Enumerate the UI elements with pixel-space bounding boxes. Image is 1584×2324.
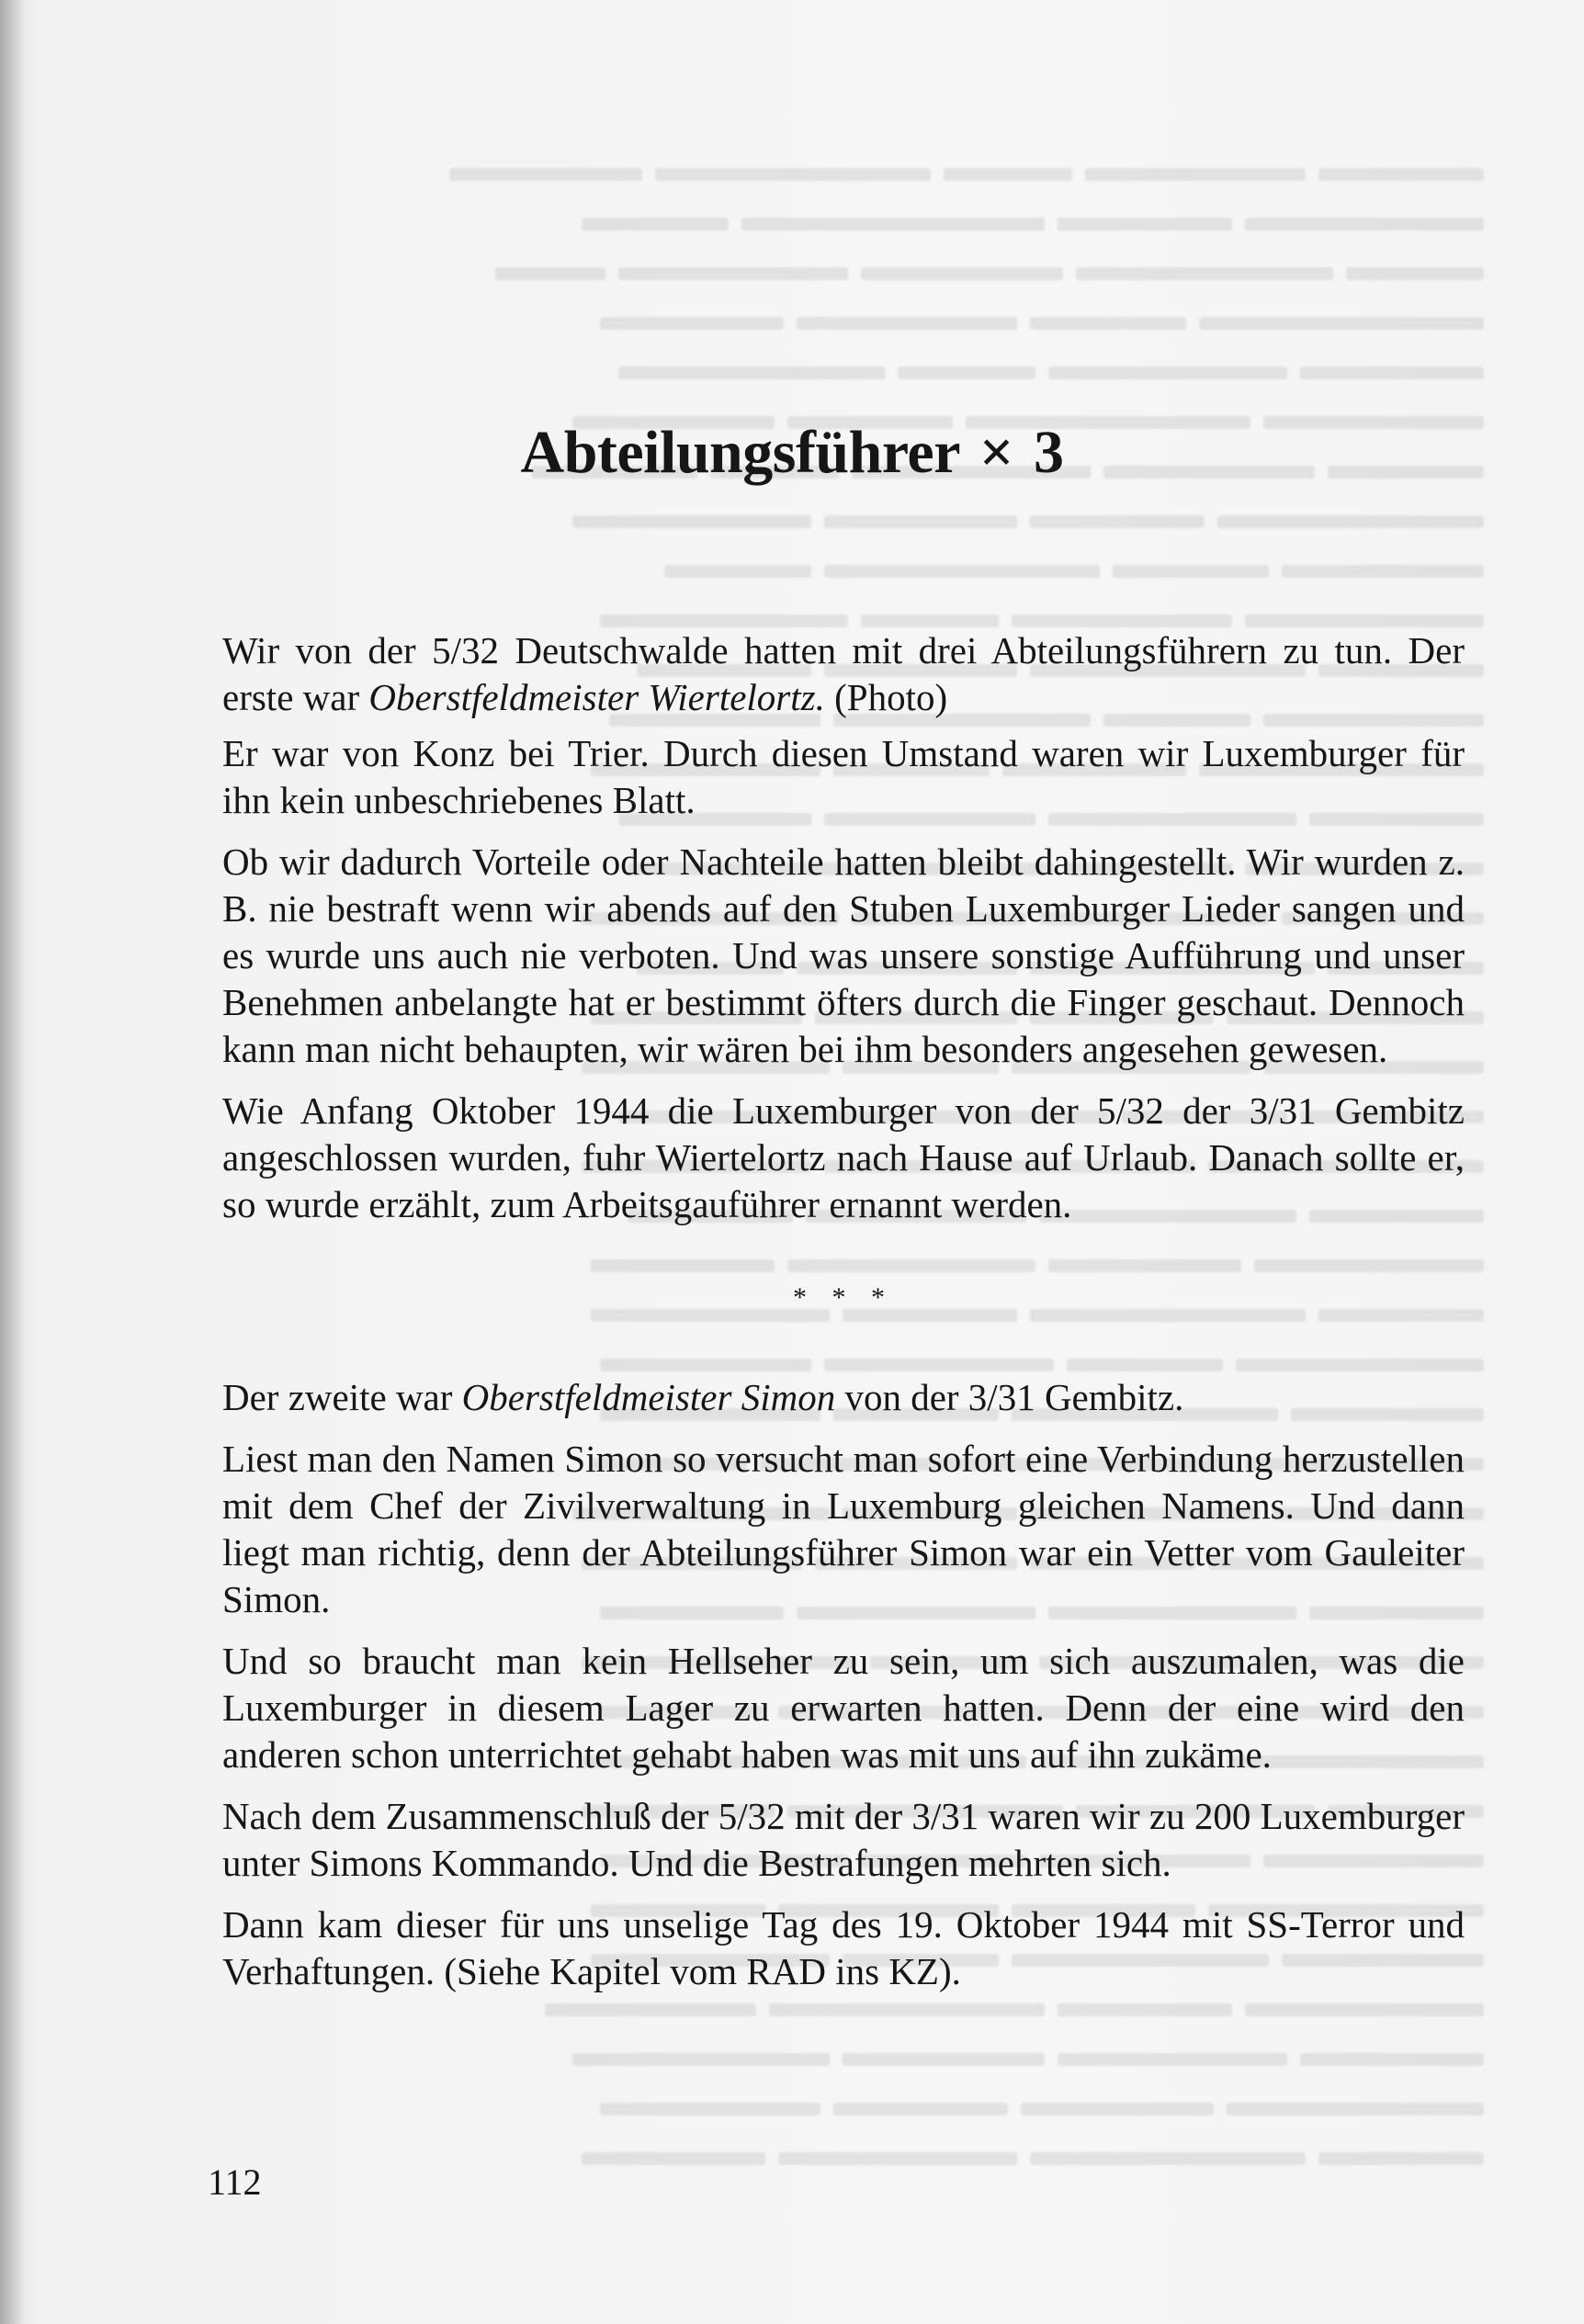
body-text: [222, 627, 1465, 2010]
paragraph-text: Er war von Konz bei Trier. Durch diesen Umstand waren wir Luxemburger für ihn kein unbeschriebenes Blatt.: [222, 732, 1465, 821]
paragraph-text: Dann kam dieser für uns unselige Tag des 19. Oktober 1944 mit SS-Terror und Verhaftungen. (Siehe Kapitel vom RAD ins KZ).: [222, 1903, 1465, 1992]
paragraph: [222, 1088, 1465, 1228]
title-text: Abteilungsführer: [520, 419, 959, 486]
paragraph-text-tail: von der 3/31 Gembitz.: [835, 1376, 1184, 1418]
section-separator: * * *: [793, 1282, 894, 1313]
binding-shadow: [0, 0, 24, 2324]
paragraph-emphasis: Oberstfeldmeister Wiertelortz.: [368, 676, 825, 718]
paragraph: [222, 1436, 1465, 1623]
page-title: [0, 418, 1584, 488]
paragraph: [222, 1374, 1465, 1421]
paragraph-text: Der zweite war: [222, 1376, 462, 1418]
title-count: 3: [1033, 419, 1064, 486]
paragraph-text: Wie Anfang Oktober 1944 die Luxemburger von der 5/32 der 3/31 Gembitz angeschlossen wurden, fuhr Wiertelortz nach Hause auf Urlaub. Danach sollte er, so wurde erzählt, zum Arbeitsgauführer ernannt werden.: [222, 1089, 1465, 1225]
paragraph-text: Und so braucht man kein Hellseher zu sein, um sich auszumalen, was die Luxemburger in diesem Lager zu erwarten hatten. Denn der eine wird den anderen schon unterrichtet gehabt haben was mit uns auf ihn zukäme.: [222, 1640, 1465, 1776]
paragraph: [222, 1793, 1465, 1887]
paragraph-text: Nach dem Zusammenschluß der 5/32 mit der 3/31 waren wir zu 200 Luxemburger unter Simons Kommando. Und die Bestrafungen mehrten sich.: [222, 1795, 1465, 1884]
paragraph-text-tail: (Photo): [824, 676, 948, 718]
multiply-symbol: ×: [979, 419, 1013, 486]
paragraph: [222, 627, 1465, 721]
page-number: 112: [208, 2161, 262, 2203]
paragraph-text: Ob wir dadurch Vorteile oder Nachteile hatten bleibt dahingestellt. Wir wurden z. B. nie bestraft wenn wir abends auf den Stuben Luxemburger Lieder sangen und es wurde uns auch nie verboten. Und was unsere sonstige Aufführung und unser Benehmen anbelangte hat er bestimmt öfters durch die Finger geschaut. Dennoch kann man nicht behaupten, wir wären bei ihm besonders angesehen gewesen.: [222, 840, 1465, 1070]
paragraph-text: Wir von der 5/32 Deutschwalde hatten mit drei Abteilungsführern zu tun. Der erste war: [222, 629, 1465, 718]
paragraph-emphasis: Oberstfeldmeister Simon: [461, 1376, 836, 1418]
paragraph: [222, 1901, 1465, 1995]
paragraph: [222, 1638, 1465, 1778]
paragraph: [222, 730, 1465, 824]
paragraph-text: Liest man den Namen Simon so versucht man sofort eine Verbindung herzustellen mit dem Chef der Zivilverwaltung in Luxemburg gleichen Namens. Und dann liegt man richtig, denn der Abteilungsführer Simon war ein Vetter vom Gauleiter Simon.: [222, 1438, 1465, 1620]
paragraph: [222, 839, 1465, 1073]
